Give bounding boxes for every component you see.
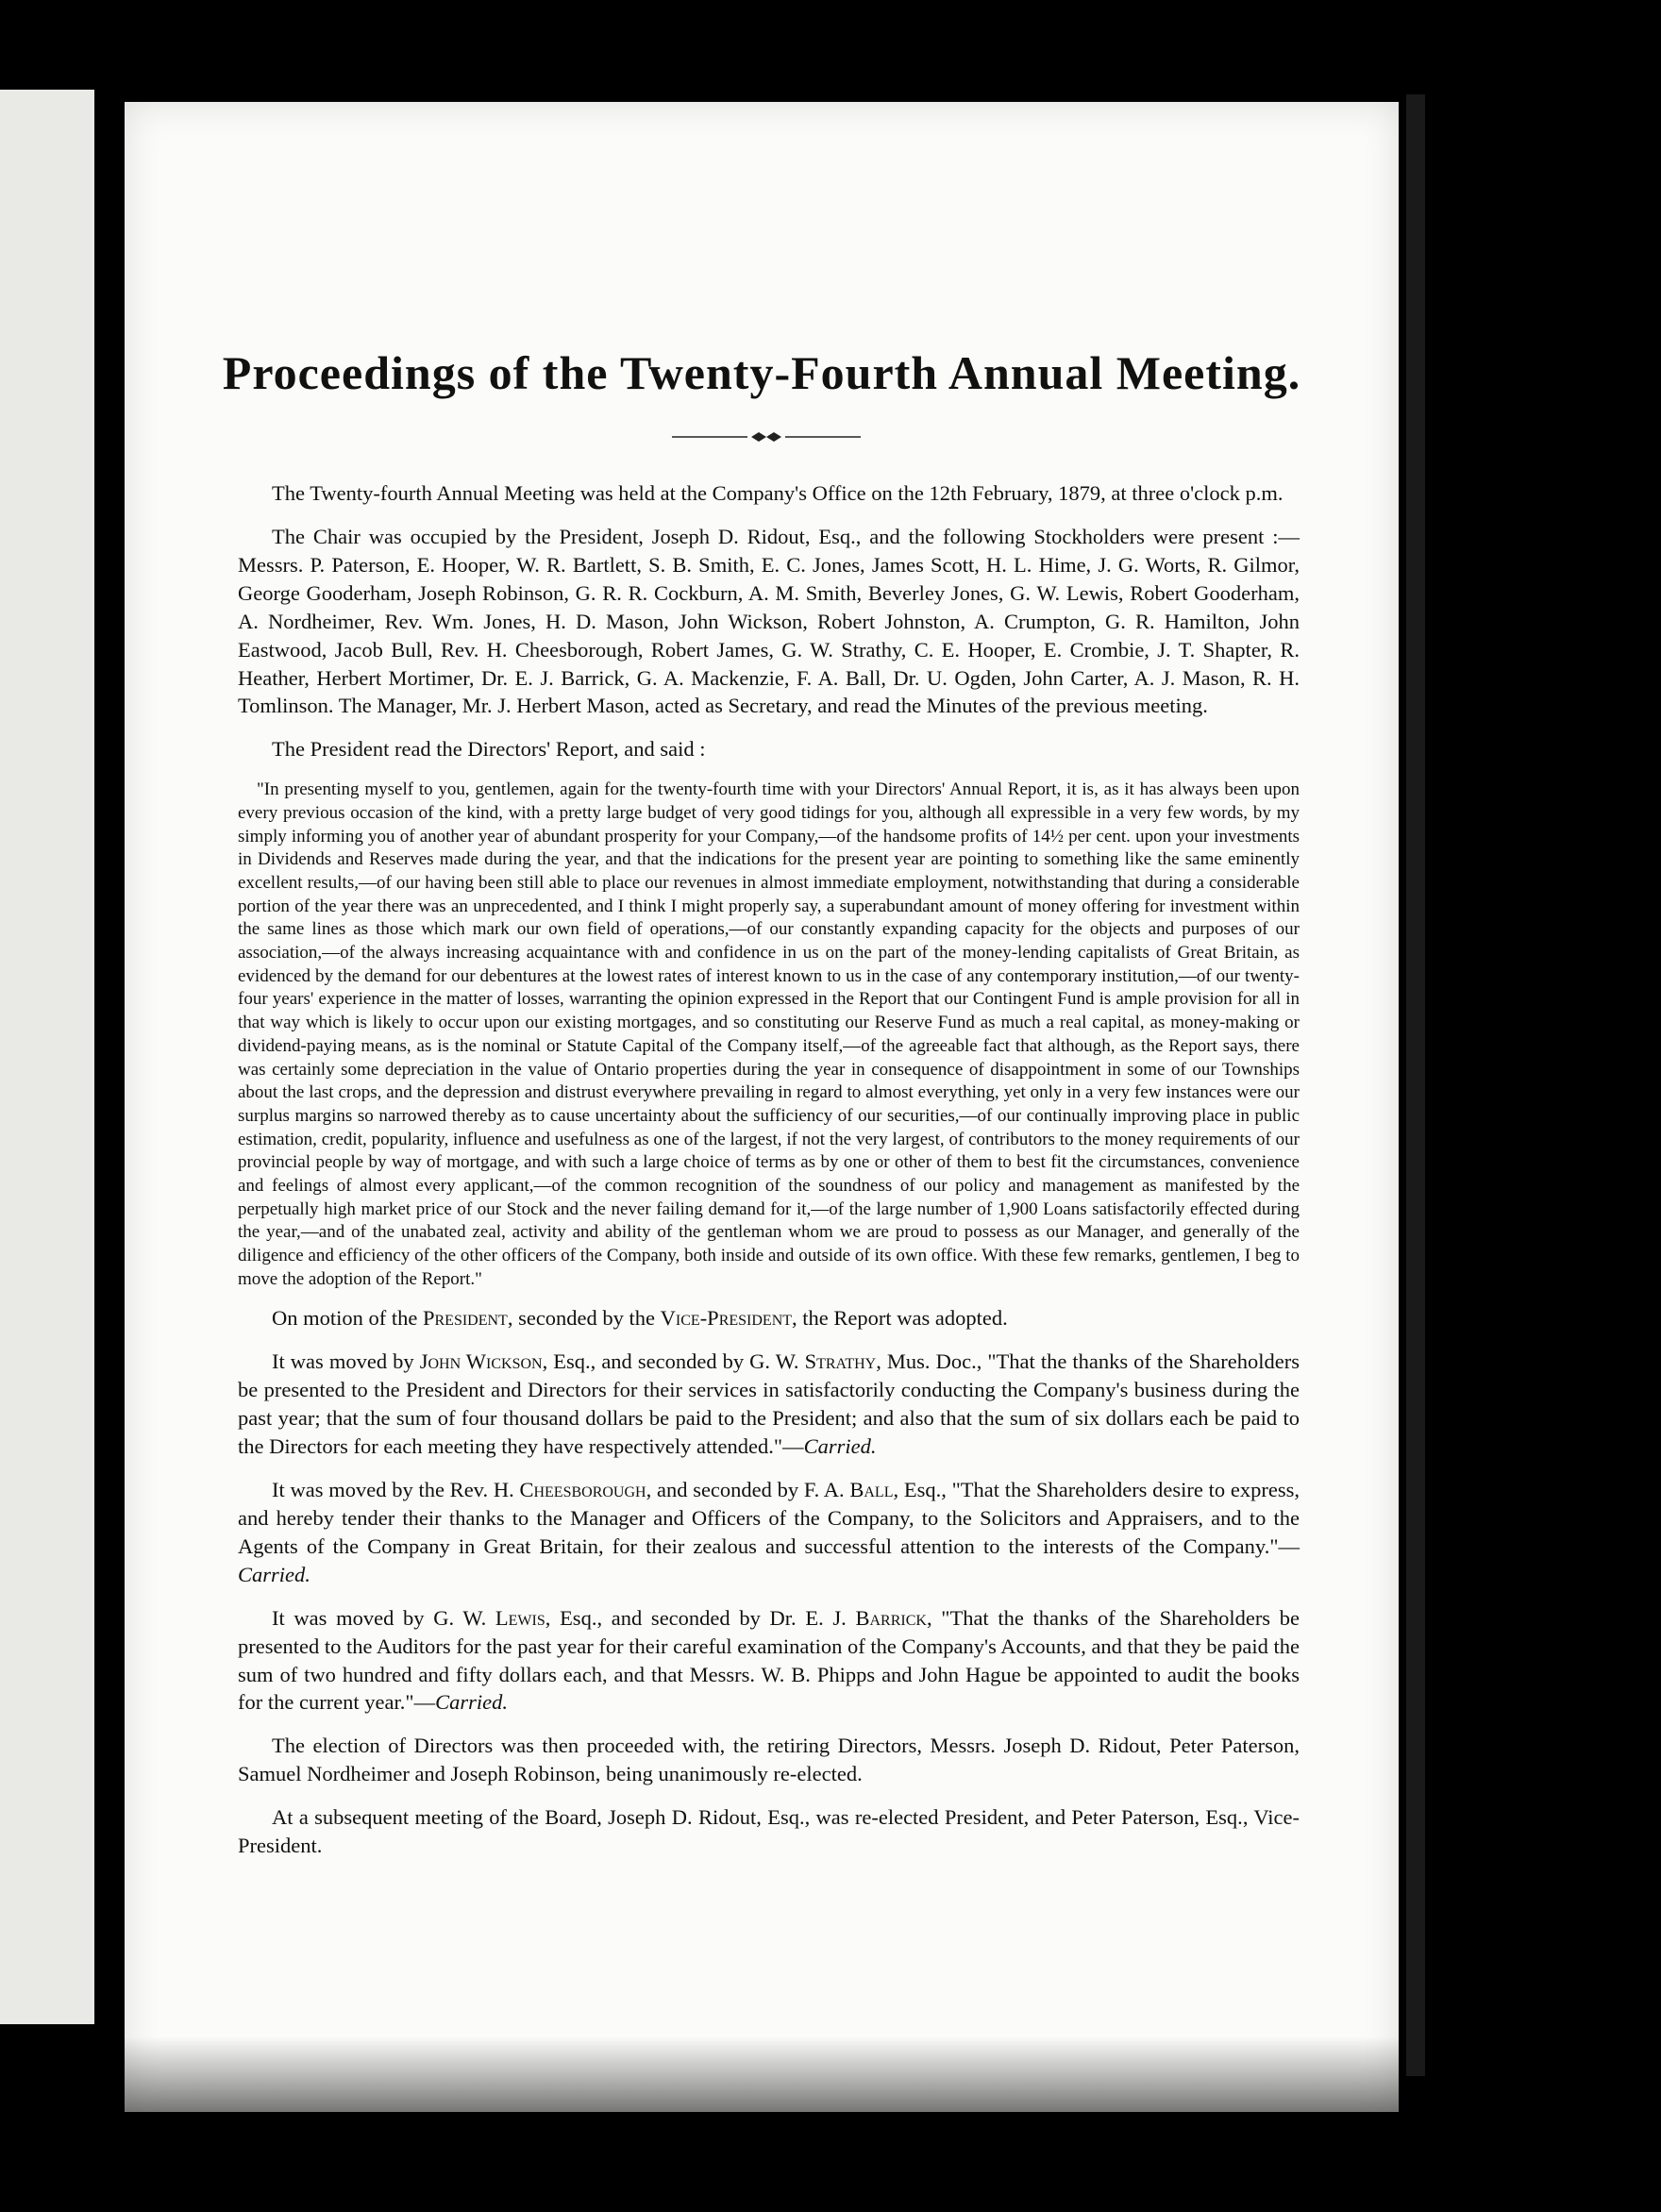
paragraph-report-adopted: [238, 1304, 1300, 1332]
name-wickson: John Wickson: [419, 1349, 543, 1374]
paragraph-meeting-held: The Twenty-fourth Annual Meeting was held at the Company's Office on the 12th February, 1879, at three o'clock p.m.: [272, 481, 1284, 505]
carried-label: Carried.: [803, 1434, 877, 1459]
paragraph-election-of-directors: The election of Directors was then proceeded with, the retiring Directors, Messrs. Joseph D. Ridout, Peter Paterson, Samuel Nordheimer and Joseph Robinson, being unanimously re-elected.: [238, 1734, 1300, 1786]
text-run: , the Report was adopted.: [792, 1306, 1008, 1331]
text-run: It was moved by: [272, 1349, 420, 1374]
document-page: [125, 102, 1399, 2112]
text-run: , "That the thanks of the Shareholders be presented to the Auditors for the past year for their careful examination of the Company's Accounts, and that they be paid the sum of two hundred and fifty dollars each, and that Messrs. W. B. Phipps and John Hague be appointed to audit the books for the current year."—: [238, 1605, 1300, 1715]
page-title: Proceedings of the Twenty-Fourth Annual Meeting.: [222, 346, 1301, 399]
presidents-address-quote: "In presenting myself to you, gentlemen, again for the twenty-fourth time with your Directors' Annual Report, it is, as it has always been upon every previous occasion of the kind, with a pretty large budget of very good tidings for you, although all expressible in a very few words, by my simply informing you of another year of abundant prosperity for your Company,—of the handsome profits of 14½ per cent. upon your investments in Dividends and Reserves made during the year, and that the indications for the present year are pointing to something like the same eminently excellent results,—of our having been still able to place our revenues in almost immediate employment, notwithstanding that during a considerable portion of the year there was an unprecedented, and I think I might properly say, a superabundant amount of money offering for investment within the same lines as those which mark our own field of operations,—of our constantly expanding capacity for the objects and purposes of our association,—of the always increasing acquaintance with and confidence in us on the part of the money-lending capitalists of Great Britain, as evidenced by the demand for our debentures at the lowest rates of interest known to us in the case of any contemporary institution,—of our twenty-four years' experience in the matter of losses, warranting the opinion expressed in the Report that our Contingent Fund is ample provision for all in that way which is likely to occur upon our existing mortgages, and so constituting our Reserve Fund as much a real capital, as money-making or dividend-paying means, as is the nominal or Statute Capital of the Company itself,—of the agreeable fact that although, as the Report says, there was certainly some depreciation in the value of Ontario properties during the year in consequence of disappointment in some of our Townships about the last crops, and the depression and distrust everywhere prevailing in regard to almost everything, yet only in a very few instances were our surplus margins so narrowed thereby as to cause uncertainty about the sufficiency of our securities,—of our continually improving place in public estimation, credit, popularity, influence and usefulness as one of the largest, if not the very largest, of contributors to the money requirements of our provincial people by way of mortgage, and with such a large choice of terms as by one or other of them to best fit the circumstances, convenience and feelings of almost every applicant,—of the common recognition of the soundness of our policy and management as manifested by the perpetually high market price of our Stock and the never failing demand for it,—of the large number of 1,900 Loans satisfactorily effected during the year,—and of the unabated zeal, activity and ability of the gentleman whom we are proud to possess as our Manager, and generally of the diligence and efficiency of the other officers of the Company, both inside and outside of its own office. With these few remarks, gentlemen, I beg to move the adoption of the Report.": [238, 779, 1300, 1289]
paragraph-motion-directors-thanks: [238, 1348, 1300, 1461]
text-run: , Esq., "That the Shareholders desire to express, and hereby tender their thanks to the Manager and Officers of the Company, to the Solicitors and Appraisers, and to the Agents of the Company in Great Britain, for their zealous and successful attention to the interests of the Company."—: [238, 1478, 1300, 1558]
paragraph-stockholders-present: The Chair was occupied by the President, Joseph D. Ridout, Esq., and the following Stockholders were present :— Messrs. P. Paterson, E. Hooper, W. R. Bartlett, S. B. Smith, E. C. Jones, James Scott, H. L. Hime, J. G. Worts, R. Gilmor, George Gooderham, Joseph Robinson, G. R. R. Cockburn, A. M. Smith, Beverley Jones, G. W. Lewis, Robert Gooderham, A. Nordheimer, Rev. Wm. Jones, H. D. Mason, John Wickson, Robert Johnston, A. Crumpton, G. R. Hamilton, John Eastwood, Jacob Bull, Rev. H. Cheesborough, Robert James, G. W. Strathy, C. E. Hooper, E. Crombie, J. T. Shapter, R. Heather, Herbert Mortimer, Dr. E. J. Barrick, G. A. Mackenzie, F. A. Ball, Dr. U. Ogden, John Carter, A. J. Mason, R. H. Tomlinson. The Manager, Mr. J. Herbert Mason, acted as Secretary, and read the Minutes of the previous meeting.: [238, 524, 1300, 718]
carried-label: Carried.: [238, 1562, 310, 1586]
title-ornament: [672, 427, 861, 446]
name-strathy: Strathy: [804, 1349, 877, 1374]
name-cheesborough: Cheesborough: [519, 1478, 646, 1502]
page-bottom-shadow: [125, 2036, 1399, 2112]
name-lewis: Lewis: [495, 1605, 545, 1630]
facing-page-edge: [0, 90, 94, 2024]
text-run: It was moved by the Rev. H.: [272, 1478, 520, 1502]
text-run: , Mus. Doc., "That the thanks of the Shareholders be presented to the President and Directors for their services in satisfactorily conducting the Company's business during the past year; that the sum of four thousand dollars be paid to the President; and also that the sum of six dollars each be paid to the Directors for each meeting they have respectively attended."—: [238, 1349, 1300, 1459]
name-barrick: Barrick: [855, 1605, 927, 1630]
text-run: , and seconded by F. A.: [646, 1478, 850, 1502]
text-run: It was moved by G. W.: [272, 1605, 495, 1630]
name-vice-president: Vice-President: [660, 1306, 793, 1331]
text-run: On motion of the: [272, 1306, 423, 1331]
name-president: President: [422, 1306, 508, 1331]
paragraph-motion-manager-thanks: [238, 1476, 1300, 1589]
paragraph-subsequent-meeting: At a subsequent meeting of the Board, Joseph D. Ridout, Esq., was re-elected President, and Peter Paterson, Esq., Vice-President.: [238, 1805, 1300, 1858]
meeting-minutes-body: [238, 479, 1300, 1875]
paragraph-president-read-report: The President read the Directors' Report, and said :: [272, 737, 706, 762]
carried-label: Carried.: [435, 1690, 508, 1715]
text-run: , seconded by the: [507, 1306, 661, 1331]
text-run: , Esq., and seconded by Dr. E. J.: [545, 1605, 856, 1630]
paragraph-motion-auditors-thanks: [238, 1604, 1300, 1718]
text-run: , Esq., and seconded by G. W.: [542, 1349, 805, 1374]
name-ball: Ball: [849, 1478, 894, 1502]
page-binding-edge: [1406, 94, 1425, 2076]
